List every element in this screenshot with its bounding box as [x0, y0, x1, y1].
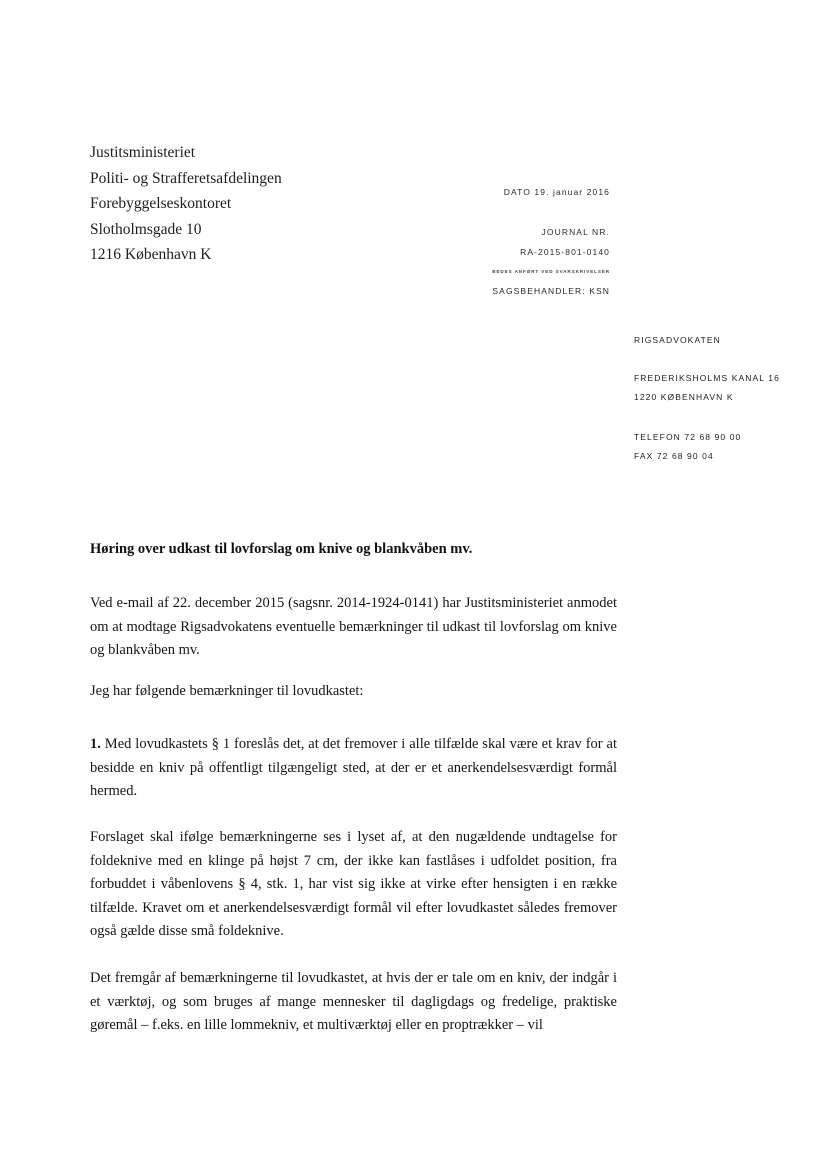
- paragraph-intro: Ved e-mail af 22. december 2015 (sagsnr. 2014-1924-0141) har Justitsministeriet anmodet om at modtage Rigsadvokatens eventuelle bemærkninger til udkast til lovforslag om knive og blankvåben mv.: [90, 595, 617, 659]
- reference-note: BEDES ANFØRT VED SVARSKRIVELSER: [492, 269, 610, 274]
- recipient-line: Justitsministeriet: [90, 144, 196, 161]
- letter-date: DATO 19. januar 2016: [503, 187, 610, 197]
- sender-fax: FAX 72 68 90 04: [634, 451, 714, 461]
- paragraph-point-1: [90, 733, 617, 804]
- recipient-line: Politi- og Strafferetsafdelingen: [90, 169, 282, 187]
- letter-heading: Høring over udkast til lovforslag om knive og blankvåben mv.: [90, 541, 473, 557]
- journal-label: JOURNAL NR.: [541, 227, 610, 237]
- sender-name: RIGSADVOKATEN: [634, 335, 721, 345]
- recipient-line: Forebyggelseskontoret: [90, 195, 232, 212]
- journal-number: RA-2015-801-0140: [520, 247, 610, 257]
- point-number: 1.: [90, 736, 101, 752]
- sender-city: 1220 KØBENHAVN K: [634, 392, 734, 402]
- paragraph-background: Forslaget skal ifølge bemærkningerne ses i lyset af, at den nugældende undtagelse for foldeknive med en klinge på højst 7 cm, der ikke kan fastlåses i udfoldet position, fra forbuddet i våbenlovens § 4, stk. 1, har vist sig ikke at virke efter hensigten i en række tilfælde. Kravet om et anerkendelsesværdigt formål vil efter lovudkastet således fremover også gælde disse små foldeknive.: [90, 829, 617, 940]
- paragraph-exception: Det fremgår af bemærkningerne til lovudkastet, at hvis der er tale om en kniv, der indgår i et værktøj, og som bruges af mange mennesker til dagligdags og fredelige, praktiske gøremål – f.eks. en lille lommekniv, et multiværktøj eller en proptrækker – vil: [90, 970, 617, 1034]
- sender-phone: TELEFON 72 68 90 00: [634, 432, 742, 442]
- point-text: Med lovudkastets § 1 foreslås det, at det fremover i alle tilfælde skal være et krav for at besidde en kniv på offentligt tilgængeligt sted, at der er et anerkendelsesværdigt formål hermed.: [90, 736, 617, 800]
- recipient-line: 1216 København K: [90, 246, 212, 263]
- recipient-line: Slotholmsgade 10: [90, 220, 202, 238]
- recipient-address: [90, 140, 282, 268]
- paragraph-remarks: Jeg har følgende bemærkninger til lovudkastet:: [90, 683, 364, 699]
- case-officer: SAGSBEHANDLER: KSN: [492, 286, 610, 296]
- sender-street: FREDERIKSHOLMS KANAL 16: [634, 373, 780, 383]
